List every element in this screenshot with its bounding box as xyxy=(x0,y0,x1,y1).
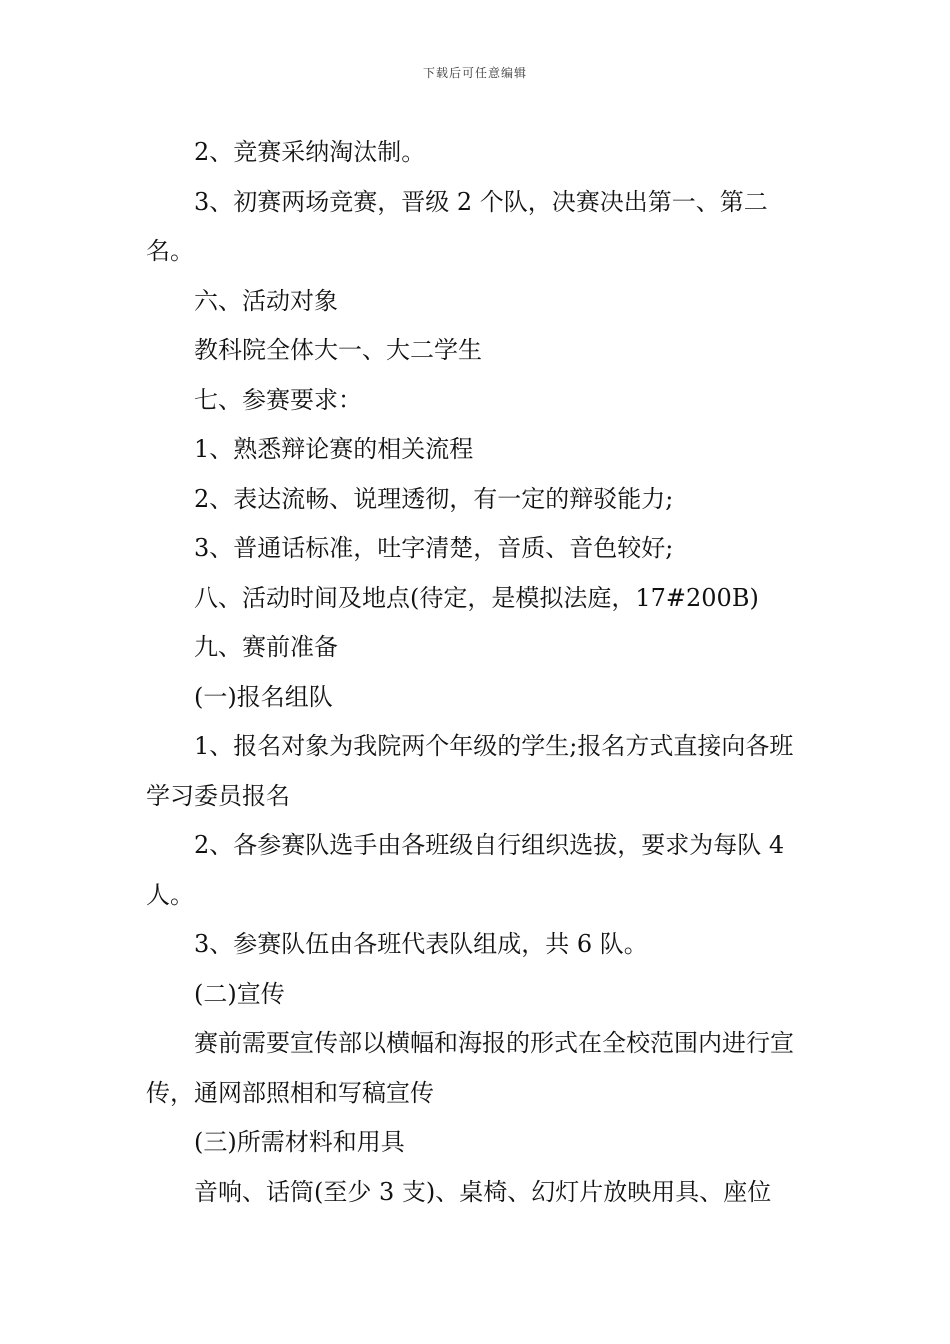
heading-time-location: 八、活动时间及地点(待定，是模拟法庭，17#200B) xyxy=(194,583,759,612)
paragraph-publicity: 赛前需要宣传部以横幅和海报的形式在全校范围内进行宣传，通网部照相和写稿宣传 xyxy=(146,1029,794,1107)
paragraph-registration-2: 2、各参赛队选手由各班级自行组织选拔，要求为每队 4 人。 xyxy=(146,831,792,909)
paragraph-registration-3: 3、参赛队伍由各班代表队组成，共 6 队。 xyxy=(194,930,648,958)
heading-requirements: 七、参赛要求： xyxy=(194,385,362,414)
paragraph-requirement-1: 1、熟悉辩论赛的相关流程 xyxy=(194,435,474,463)
heading-preparation: 九、赛前准备 xyxy=(194,633,338,661)
paragraph-requirement-3: 3、普通话标准，吐字清楚，音质、音色较好; xyxy=(194,534,674,562)
document-body xyxy=(146,128,810,1217)
paragraph-competition-format: 2、竞赛采纳淘汰制。 xyxy=(194,138,426,166)
paragraph-requirement-2: 2、表达流畅、说理透彻，有一定的辩驳能力; xyxy=(194,484,674,513)
paragraph-preliminary-rounds: 3、初赛两场竞赛，晋级 2 个队，决赛决出第一、第二名。 xyxy=(146,187,768,265)
page-header: 下载后可任意编辑 xyxy=(422,66,527,80)
paragraph-registration-1: 1、报名对象为我院两个年级的学生;报名方式直接向各班学习委员报名 xyxy=(146,732,794,810)
subheading-registration: (一)报名组队 xyxy=(194,682,333,711)
paragraph-target-students: 教科院全体大一、大二学生 xyxy=(194,336,482,364)
heading-activity-target: 六、活动对象 xyxy=(194,286,338,315)
subheading-materials: (三)所需材料和用具 xyxy=(194,1128,405,1156)
subheading-publicity: (二)宣传 xyxy=(194,979,285,1008)
paragraph-materials: 音响、话筒(至少 3 支)、桌椅、幻灯片放映用具、座位 xyxy=(194,1177,772,1206)
